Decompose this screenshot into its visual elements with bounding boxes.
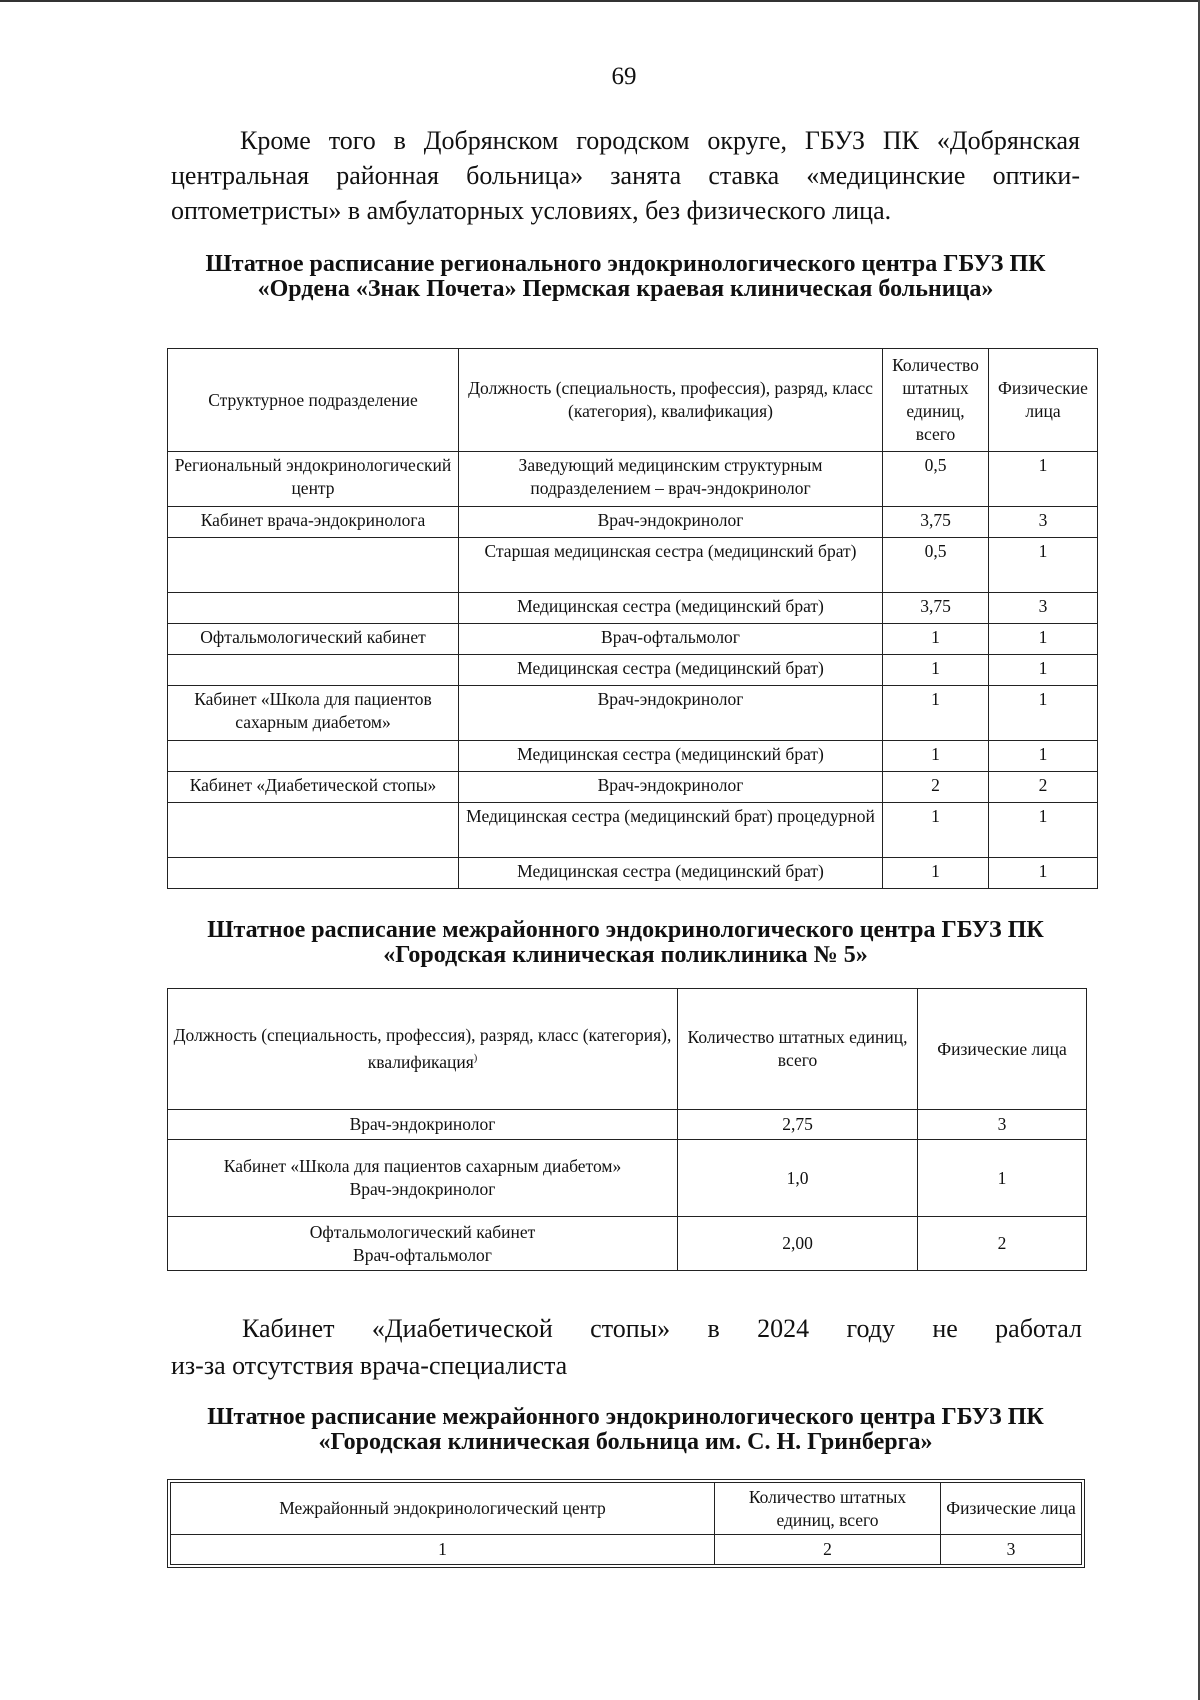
col-header-count: Количество штатных единиц, всего <box>678 989 918 1110</box>
cell-count: 1 <box>883 741 989 772</box>
col-header-persons: Физические лица <box>989 349 1098 452</box>
page-number: 69 <box>611 63 637 90</box>
table-row <box>168 686 1098 741</box>
cell-persons: 3 <box>918 1110 1087 1140</box>
table-row <box>168 1140 1087 1217</box>
cell-position-line1: Кабинет «Школа для пациентов сахарным диабетом» <box>223 1156 622 1176</box>
col-header-position: Должность (специальность, профессия), разряд, класс (категория), квалификация) <box>459 349 883 452</box>
col-header-persons: Физические лица <box>918 989 1087 1110</box>
cell-position: Медицинская сестра (медицинский брат) <box>459 593 883 624</box>
cell-unit: Кабинет врача-эндокринолога <box>168 507 459 538</box>
cell-persons: 1 <box>989 538 1098 593</box>
grinberg-center-table <box>170 1482 1082 1565</box>
table-row <box>171 1535 1082 1565</box>
col-header-persons: Физические лица <box>941 1483 1082 1535</box>
cell-position: Медицинская сестра (медицинский брат) <box>459 741 883 772</box>
cell-persons: 3 <box>941 1535 1082 1565</box>
cell-unit <box>168 655 459 686</box>
table-row <box>168 803 1098 858</box>
cell-unit: Офтальмологический кабинет <box>168 624 459 655</box>
cell-count: 2 <box>883 772 989 803</box>
footnote-mark: ) <box>473 1053 478 1065</box>
cell-position: Заведующий медицинским структурным подразделением – врач-эндокринолог <box>459 452 883 507</box>
col-header-center: Межрайонный эндокринологический центр <box>171 1483 715 1535</box>
cell-center: 1 <box>171 1535 715 1565</box>
note-paragraph <box>171 1310 1082 1384</box>
table-row <box>168 593 1098 624</box>
intro-text: Кроме того в Добрянском городском округе, ГБУЗ ПК «Добрянская центральная районная больница» занята ставка «медицинские оптики-оптометристы» в амбулаторных условиях, без физического лица. <box>171 126 1080 225</box>
section2-heading: Штатное расписание межрайонного эндокринологического центра ГБУЗ ПК «Городская клиническая поликлиника № 5» <box>207 917 1044 968</box>
cell-count: 1,0 <box>678 1140 918 1217</box>
cell-position-line2: Врач-офтальмолог <box>353 1244 492 1265</box>
cell-persons: 1 <box>989 858 1098 889</box>
table-header-row <box>171 1483 1082 1535</box>
cell-unit <box>168 593 459 624</box>
cell-count: 1 <box>883 686 989 741</box>
cell-count: 1 <box>883 655 989 686</box>
cell-persons: 1 <box>989 686 1098 741</box>
cell-position: Медицинская сестра (медицинский брат) <box>459 655 883 686</box>
note-line1: Кабинет «Диабетической стопы» в 2024 году не работал <box>242 1314 1082 1343</box>
table-row <box>168 507 1098 538</box>
table-row <box>168 772 1098 803</box>
regional-staff-table <box>167 348 1098 889</box>
col-header-unit: Структурное подразделение <box>168 349 459 452</box>
section3-heading: Штатное расписание межрайонного эндокринологического центра ГБУЗ ПК «Городская клиническая больница им. С. Н. Гринберга» <box>207 1404 1044 1455</box>
cell-persons: 1 <box>918 1140 1087 1217</box>
cell-position: Медицинская сестра (медицинский брат) <box>459 858 883 889</box>
cell-position: Врач-эндокринолог <box>459 507 883 538</box>
cell-persons: 1 <box>989 452 1098 507</box>
cell-count: 1 <box>883 624 989 655</box>
cell-count: 0,5 <box>883 452 989 507</box>
cell-persons: 2 <box>918 1217 1087 1271</box>
col-header-position-text: Должность (специальность, профессия), разряд, класс (категория), квалификация <box>173 1025 672 1072</box>
cell-unit <box>168 741 459 772</box>
cell-count: 3,75 <box>883 507 989 538</box>
cell-count: 2 <box>715 1535 941 1565</box>
cell-position-line2: Врач-эндокринолог <box>349 1179 496 1199</box>
table-row <box>168 655 1098 686</box>
cell-persons: 1 <box>989 803 1098 858</box>
cell-position: Врач-эндокринолог <box>459 686 883 741</box>
cell-position <box>168 1110 678 1140</box>
cell-persons: 2 <box>989 772 1098 803</box>
table-row <box>168 452 1098 507</box>
note-line2: из-за отсутствия врача-специалиста <box>171 1351 568 1380</box>
table-header-row <box>168 349 1098 452</box>
cell-position <box>168 1140 678 1217</box>
cell-count: 1 <box>883 803 989 858</box>
table-row <box>168 858 1098 889</box>
table-row <box>168 741 1098 772</box>
cell-unit: Кабинет «Школа для пациентов сахарным диабетом» <box>168 686 459 741</box>
cell-position-line1: Врач-эндокринолог <box>349 1114 496 1134</box>
col-header-count: Количество штатных единиц, всего <box>715 1483 941 1535</box>
cell-unit: Региональный эндокринологический центр <box>168 452 459 507</box>
table-row <box>168 1110 1087 1140</box>
cell-unit <box>168 803 459 858</box>
col-header-position <box>168 989 678 1110</box>
table-header-row <box>168 989 1087 1110</box>
cell-persons: 1 <box>989 624 1098 655</box>
intro-paragraph <box>171 123 1080 228</box>
cell-position: Старшая медицинская сестра (медицинский брат) <box>459 538 883 593</box>
cell-count: 3,75 <box>883 593 989 624</box>
cell-unit <box>168 538 459 593</box>
cell-persons: 3 <box>989 507 1098 538</box>
cell-persons: 1 <box>989 655 1098 686</box>
cell-persons: 3 <box>989 593 1098 624</box>
cell-position: Врач-эндокринолог <box>459 772 883 803</box>
cell-unit <box>168 858 459 889</box>
table-row <box>168 624 1098 655</box>
cell-persons: 1 <box>989 741 1098 772</box>
section1-heading: Штатное расписание регионального эндокринологического центра ГБУЗ ПК «Ордена «Знак Почета» Пермская краевая клиническая больница» <box>205 251 1046 302</box>
cell-position-line1: Офтальмологический кабинет <box>309 1221 536 1242</box>
cell-position <box>168 1217 678 1271</box>
cell-count: 2,75 <box>678 1110 918 1140</box>
cell-count: 1 <box>883 858 989 889</box>
cell-unit: Кабинет «Диабетической стопы» <box>168 772 459 803</box>
table-row <box>168 538 1098 593</box>
cell-count: 0,5 <box>883 538 989 593</box>
cell-count: 2,00 <box>678 1217 918 1271</box>
col-header-count: Количество штатных единиц, всего <box>883 349 989 452</box>
poliklinika-staff-table <box>167 988 1087 1271</box>
cell-position: Медицинская сестра (медицинский брат) процедурной <box>459 803 883 858</box>
table-row <box>168 1217 1087 1271</box>
cell-position: Врач-офтальмолог <box>459 624 883 655</box>
